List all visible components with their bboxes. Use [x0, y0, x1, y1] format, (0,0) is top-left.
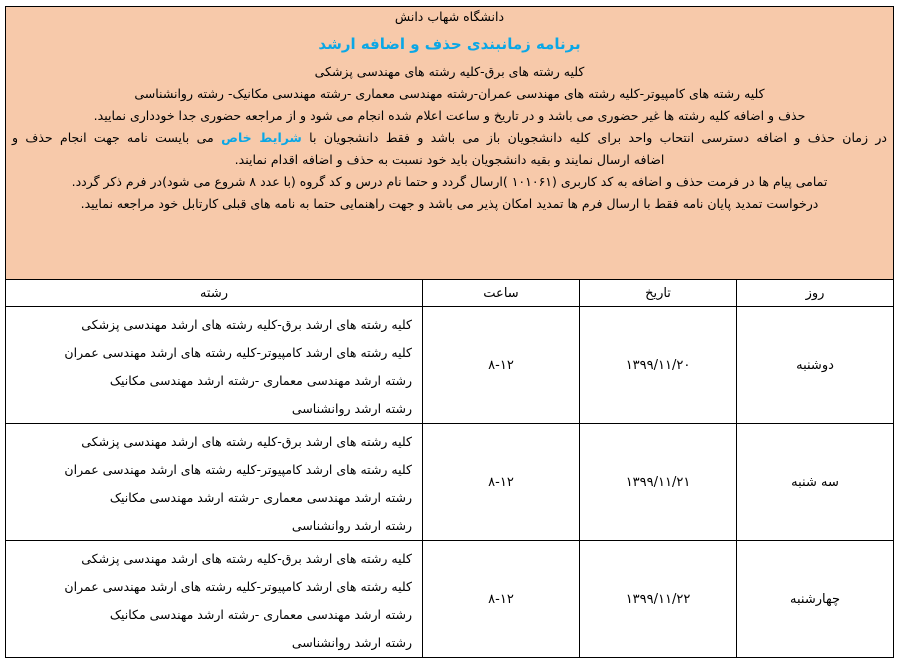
field-line: کلیه رشته های ارشد کامپیوتر-کلیه رشته های ارشد مهندسی عمران — [64, 579, 412, 594]
field-line: کلیه رشته های ارشد کامپیوتر-کلیه رشته های ارشد مهندسی عمران — [64, 462, 412, 477]
table-row — [6, 541, 894, 658]
time-cell: ۸-۱۲ — [423, 424, 580, 541]
field-line: رشته ارشد مهندسی معماری -رشته ارشد مهندسی مکانیک — [109, 373, 412, 388]
field-line: کلیه رشته های ارشد برق-کلیه رشته های ارشد مهندسی پزشکی — [81, 434, 412, 449]
field-line: کلیه رشته های ارشد کامپیوتر-کلیه رشته های ارشد مهندسی عمران — [64, 345, 412, 360]
field-line: رشته ارشد روانشناسی — [291, 518, 412, 533]
time-cell: ۸-۱۲ — [423, 541, 580, 658]
field-line: رشته ارشد روانشناسی — [291, 401, 412, 416]
fields-cell — [6, 541, 423, 658]
special-conditions-text: شرایط خاص — [221, 130, 302, 145]
schedule-table — [5, 6, 894, 658]
notice-line-3: حذف و اضافه کلیه رشته ها غیر حضوری می باشد و در تاریخ و ساعت اعلام شده انجام می شود و از مراجعه حضوری جدا خودداری نمایید. — [93, 108, 806, 123]
day-cell: سه شنبه — [737, 424, 894, 541]
day-cell: چهارشنبه — [737, 541, 894, 658]
notice-header — [6, 7, 894, 280]
time-cell: ۸-۱۲ — [423, 307, 580, 424]
header-row — [6, 7, 894, 280]
notice-line-4 — [6, 127, 893, 149]
notice-line-6: تمامی پیام ها در فرمت حذف و اضافه به کد کاربری (۱۰۱۰۶۱ )ارسال گردد و حتما نام درس و کد گروه (با عدد ۸ شروع می شود)در فرم ذکر گردد. — [71, 174, 828, 189]
column-header-date: تاریخ — [580, 280, 737, 307]
column-header-field: رشته — [6, 280, 423, 307]
field-line: رشته ارشد مهندسی معماری -رشته ارشد مهندسی مکانیک — [109, 490, 412, 505]
table-row — [6, 424, 894, 541]
date-cell: ۱۳۹۹/۱۱/۲۰ — [580, 307, 737, 424]
field-line: رشته ارشد مهندسی معماری -رشته ارشد مهندسی مکانیک — [109, 607, 412, 622]
notice-line-1: کلیه رشته های برق-کلیه رشته های مهندسی پزشکی — [314, 64, 585, 79]
column-header-time: ساعت — [423, 280, 580, 307]
schedule-title: برنامه زمانبندی حذف و اضافه ارشد — [318, 35, 581, 53]
notice-line-4-start: در زمان حذف و اضافه دسترسی انتحاب واحد برای کلیه دانشجویان باز می باشد و فقط دانشجویان با — [309, 130, 887, 145]
notice-line-5: اضافه ارسال نمایند و بقیه دانشجویان باید خود نسبت به حذف و اضافه اقدام نمایند. — [234, 152, 665, 167]
fields-cell — [6, 307, 423, 424]
field-line: رشته ارشد روانشناسی — [291, 635, 412, 650]
fields-cell — [6, 424, 423, 541]
column-header-row — [6, 280, 894, 307]
field-line: کلیه رشته های ارشد برق-کلیه رشته های ارشد مهندسی پزشکی — [81, 551, 412, 566]
notice-line-4-end: می بایست نامه جهت انجام حذف و — [12, 130, 214, 145]
table-row — [6, 307, 894, 424]
notice-line-7: درخواست تمدید پایان نامه فقط با ارسال فرم ها تمدید امکان پذیر می باشد و جهت راهنمایی حتما به نامه های قبلی کارتابل خود مراجعه نمایید. — [80, 196, 819, 211]
university-name: دانشگاه شهاب دانش — [394, 9, 505, 24]
column-header-day: روز — [737, 280, 894, 307]
date-cell: ۱۳۹۹/۱۱/۲۱ — [580, 424, 737, 541]
notice-line-2: کلیه رشته های کامپیوتر-کلیه رشته های مهندسی عمران-رشته مهندسی معماری -رشته مهندسی مکانیک- رشته روانشناسی — [134, 86, 765, 101]
day-cell: دوشنبه — [737, 307, 894, 424]
field-line: کلیه رشته های ارشد برق-کلیه رشته های ارشد مهندسی پزشکی — [81, 317, 412, 332]
date-cell: ۱۳۹۹/۱۱/۲۲ — [580, 541, 737, 658]
